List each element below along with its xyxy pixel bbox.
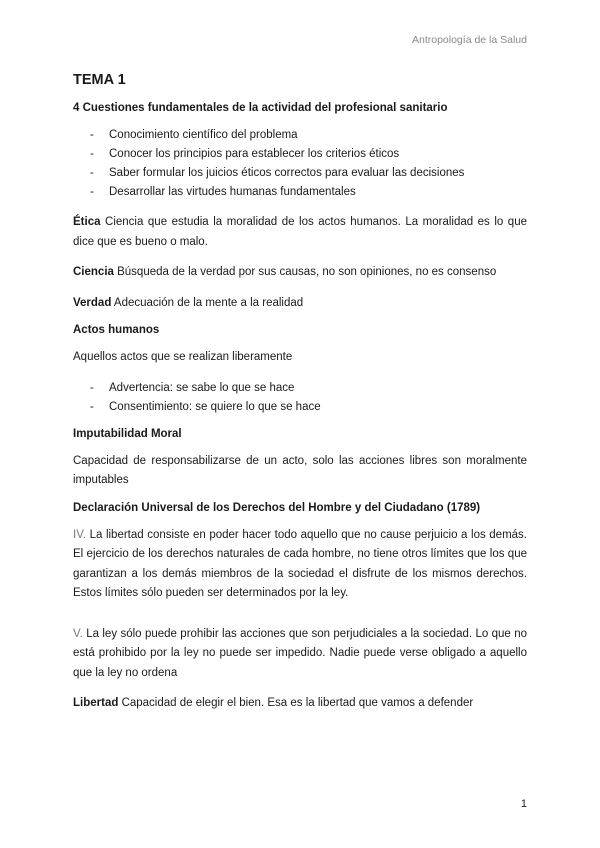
definition-etica <box>73 213 527 252</box>
article-text: La libertad consiste en poder hacer todo aquello que no cause perjuicio a los demás. El ejercicio de los derechos naturales de cada hombre, no tiene otros límites que los que garantizan a los demás miembros de la sociedad el disfrute de los mismos derechos. Estos límites sólo pueden ser determinados por la ley. <box>73 528 527 599</box>
definition-libertad <box>73 694 527 714</box>
section-heading-actos: Actos humanos <box>73 324 160 336</box>
definition-text: Búsqueda de la verdad por sus causas, no son opiniones, no es consenso <box>113 266 497 278</box>
term-libertad: Libertad <box>73 697 119 709</box>
spacer <box>73 615 527 625</box>
list-item: - Saber formular los juicios éticos correctos para evaluar las decisiones <box>73 164 527 183</box>
definition-verdad <box>73 294 527 314</box>
definition-ciencia <box>73 263 527 283</box>
list-item: - Desarrollar las virtudes humanas fundamentales <box>73 183 527 202</box>
running-header: Antropología de la Salud <box>411 34 527 46</box>
actos-list <box>73 379 527 417</box>
article-number: IV. <box>73 528 87 541</box>
article-iv <box>73 526 527 604</box>
term-ciencia: Ciencia <box>73 266 114 278</box>
list-item: - Advertencia: se sabe lo que se hace <box>73 379 527 398</box>
list-item: - Conocimiento científico del problema <box>73 126 527 145</box>
definition-text: Capacidad de elegir el bien. Esa es la libertad que vamos a defender <box>118 697 474 709</box>
actos-intro: Aquellos actos que se realizan liberamente <box>73 351 293 363</box>
term-verdad: Verdad <box>73 296 112 309</box>
list-item: - Conocer los principios para establecer los criterios éticos <box>73 145 527 164</box>
definition-text: Adecuación de la mente a la realidad <box>111 296 304 309</box>
section-heading-cuestiones: 4 Cuestiones fundamentales de la actividad del profesional sanitario <box>73 102 448 114</box>
page-title: TEMA 1 <box>73 72 126 88</box>
imputabilidad-text: Capacidad de responsabilizarse de un acto, solo las acciones libres son moralmente imputables <box>73 454 527 486</box>
cuestiones-list <box>73 126 527 202</box>
article-v <box>73 625 527 684</box>
section-heading-declaracion: Declaración Universal de los Derechos del Hombre y del Ciudadano (1789) <box>73 501 481 514</box>
article-number: V. <box>73 627 83 640</box>
document-body <box>73 72 527 725</box>
term-etica: Ética <box>73 216 101 228</box>
page-number: 1 <box>520 798 527 810</box>
list-item: - Consentimiento: se quiere lo que se hace <box>73 398 527 417</box>
section-heading-imputabilidad: Imputabilidad Moral <box>73 427 182 440</box>
article-text: La ley sólo puede prohibir las acciones que son perjudiciales a la sociedad. Lo que no está prohibido por la ley no puede ser impedido. Nadie puede verse obligado a aquello que la ley no ordena <box>73 627 527 679</box>
definition-text: Ciencia que estudia la moralidad de los actos humanos. La moralidad es lo que dice que es bueno o malo. <box>73 216 527 248</box>
